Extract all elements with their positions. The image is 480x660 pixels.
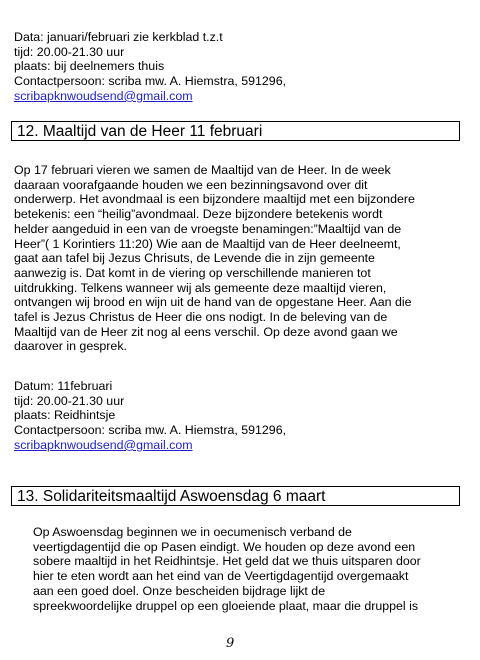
body-line: aanwezig is. Dat komt in de viering op verschillende manieren tot bbox=[14, 265, 371, 280]
top-contact-info bbox=[14, 30, 466, 104]
body-line: aan een goed doel. Onze bescheiden bijdrage lijkt de bbox=[33, 583, 326, 598]
body-line: daarover in gesprek. bbox=[14, 339, 127, 354]
body-line: helder aangeduid in een van de vroegste benamingen:”Maaltijd van de bbox=[14, 221, 402, 236]
meeting-dates: Data: januari/februari zie kerkblad t.z.t bbox=[14, 30, 223, 44]
body-line: Op Aswoensdag beginnen we in oecumenisch verband de bbox=[33, 525, 352, 539]
section-12-heading: 12. Maaltijd van de Heer 11 februari bbox=[11, 121, 460, 141]
body-line: tafel is Jezus Christus de Heer die ons nodigt. In de beleving van de bbox=[14, 310, 388, 325]
meeting-place: plaats: bij deelnemers thuis bbox=[14, 59, 165, 74]
body-line: hier te eten wordt aan het eind van de Veertigdagentijd overgemaakt bbox=[33, 569, 409, 584]
body-line: onderwerp. Het avondmaal is een bijzondere maaltijd met een bijzondere bbox=[14, 192, 415, 207]
contact-email-link[interactable]: scribapknwoudsend@gmail.com bbox=[14, 437, 193, 452]
body-line: sobere maaltijd in het Reidhintsje. Het geld dat we thuis uitsparen door bbox=[33, 554, 421, 569]
body-line: veertigdagentijd die op Pasen eindigt. We houden op deze avond een bbox=[33, 539, 416, 554]
contact-person: Contactpersoon: scriba mw. A. Hiemstra, 591296, bbox=[14, 74, 287, 89]
body-line: Op 17 februari vieren we samen de Maaltijd van de Heer. In de week bbox=[14, 163, 391, 177]
body-line: gaat aan tafel bij Jezus Chrisuts, de Levende die in zijn gemeente bbox=[14, 251, 375, 266]
contact-email-link[interactable]: scribapknwoudsend@gmail.com bbox=[14, 88, 193, 103]
section-12-details bbox=[14, 379, 466, 453]
page-number: 9 bbox=[226, 636, 235, 651]
event-date: Datum: 11februari bbox=[14, 379, 113, 393]
section-12-body bbox=[14, 163, 466, 354]
section-13-heading: 13. Solidariteitsmaaltijd Aswoensdag 6 maart bbox=[11, 486, 460, 506]
meeting-time: tijd: 20.00-21.30 uur bbox=[14, 44, 125, 59]
body-line: spreekwoordelijke druppel op een gloeiende plaat, maar die druppel is bbox=[33, 598, 419, 613]
event-time: tijd: 20.00-21.30 uur bbox=[14, 393, 125, 408]
body-line: uitdrukking. Telkens wanneer wij als gemeente deze maaltijd vieren, bbox=[14, 280, 387, 295]
section-13-body bbox=[33, 525, 463, 613]
body-line: betekenis: een “heilig”avondmaal. Deze bijzondere betekenis wordt bbox=[14, 207, 383, 222]
body-line: daaraan voorafgaande houden we een bezinningsavond over dit bbox=[14, 177, 368, 192]
body-line: Maaltijd van de Heer zit nog al eens verschil. Op deze avond gaan we bbox=[14, 324, 398, 339]
body-line: Heer”( 1 Korintiers 11:20) Wie aan de Maaltijd van de Heer deelneemt, bbox=[14, 236, 401, 251]
event-place: plaats: Reidhintsje bbox=[14, 408, 116, 423]
body-line: ontvangen wij brood en wijn uit de hand van de opgestane Heer. Aan die bbox=[14, 295, 412, 310]
contact-person: Contactpersoon: scriba mw. A. Hiemstra, 591296, bbox=[14, 423, 287, 438]
